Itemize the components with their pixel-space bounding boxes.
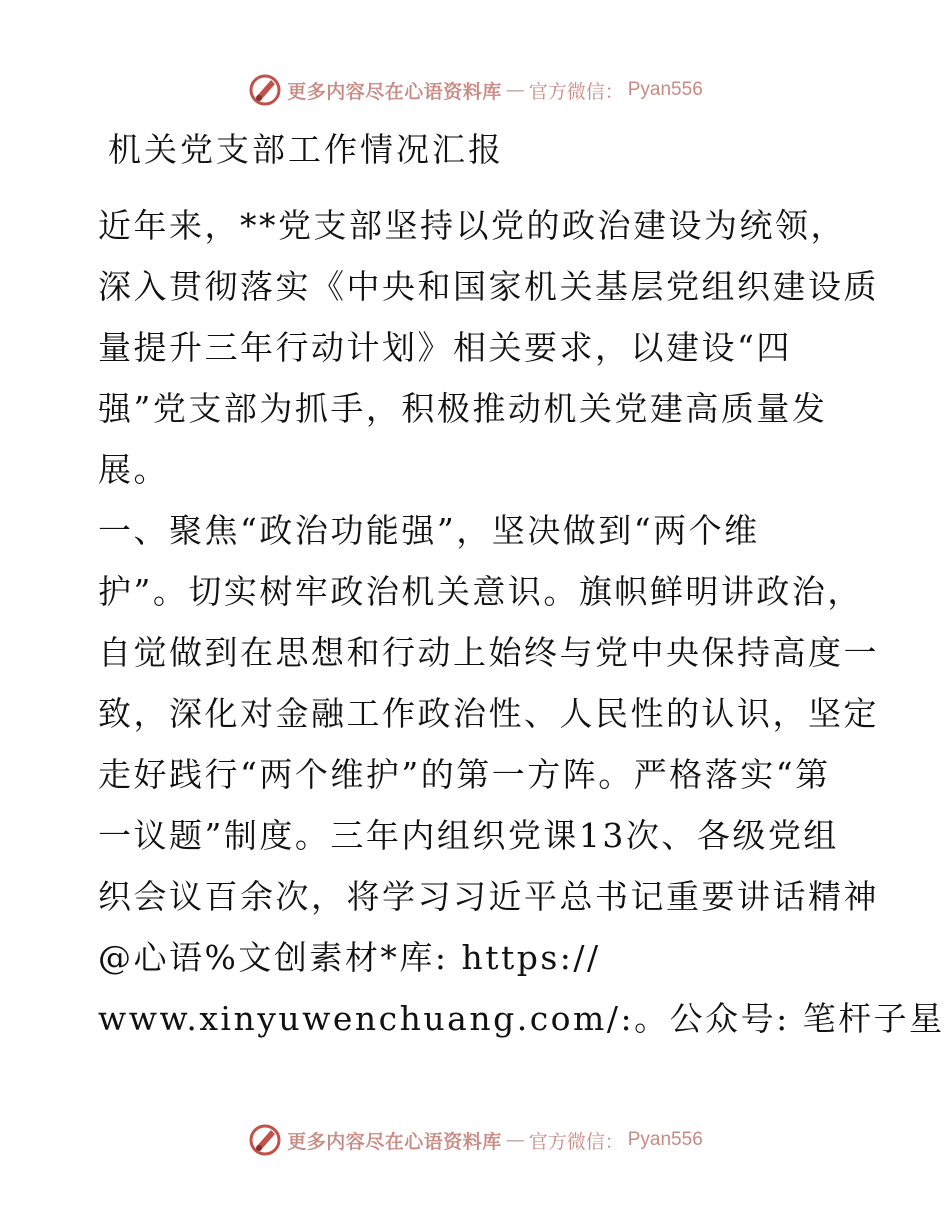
paragraph-line: 护”。切实树牢政治机关意识。旗帜鲜明讲政治，	[98, 572, 863, 611]
paragraph-section-one	[98, 500, 945, 1049]
paragraph-line: 致，深化对金融工作政治性、人民性的认识，坚定	[98, 694, 879, 733]
brand-logo-icon	[247, 72, 283, 108]
paragraph-line: @心语%文创素材*库: https://	[98, 938, 601, 977]
watermark-wechat-id: Pyan556	[627, 1129, 703, 1150]
paragraph-line: 量提升三年行动计划》相关要求，以建设“四	[98, 328, 792, 367]
watermark-footer	[0, 1120, 950, 1160]
paragraph-line: 一议题”制度。三年内组织党课13次、各级党组	[98, 816, 839, 855]
paragraph-line: 一、聚焦“政治功能强”，坚决做到“两个维	[98, 511, 760, 550]
paragraph-line: 织会议百余次，将学习习近平总书记重要讲话精神	[98, 877, 879, 916]
paragraph-line: 深入贯彻落实《中央和国家机关基层党组织建设质	[98, 267, 879, 306]
watermark-separator: —	[505, 79, 525, 101]
paragraph-line: 自觉做到在思想和行动上始终与党中央保持高度一	[98, 633, 879, 672]
watermark-wechat-label: 官方微信：	[528, 80, 624, 103]
paragraph-intro	[98, 195, 879, 500]
watermark-wechat-label: 官方微信：	[528, 1130, 624, 1153]
paragraph-line: 近年来，**党支部坚持以党的政治建设为统领，	[98, 206, 846, 245]
watermark-text: 更多内容尽在心语资料库	[287, 80, 502, 103]
brand-logo-icon	[247, 1122, 283, 1158]
watermark-separator: —	[505, 1129, 525, 1151]
document-title: 机关党支部工作情况汇报	[108, 130, 504, 169]
watermark-text: 更多内容尽在心语资料库	[287, 1130, 502, 1153]
paragraph-line: 强”党支部为抓手，积极推动机关党建高质量发	[98, 389, 828, 428]
paragraph-line: www.xinyuwenchuang.com/:。公众号: 笔杆子星	[98, 999, 945, 1038]
paragraph-line: 展。	[98, 450, 169, 489]
paragraph-line: 走好践行“两个维护”的第一方阵。严格落实“第	[98, 755, 831, 794]
watermark-wechat-id: Pyan556	[627, 79, 703, 100]
watermark-header	[0, 70, 950, 110]
